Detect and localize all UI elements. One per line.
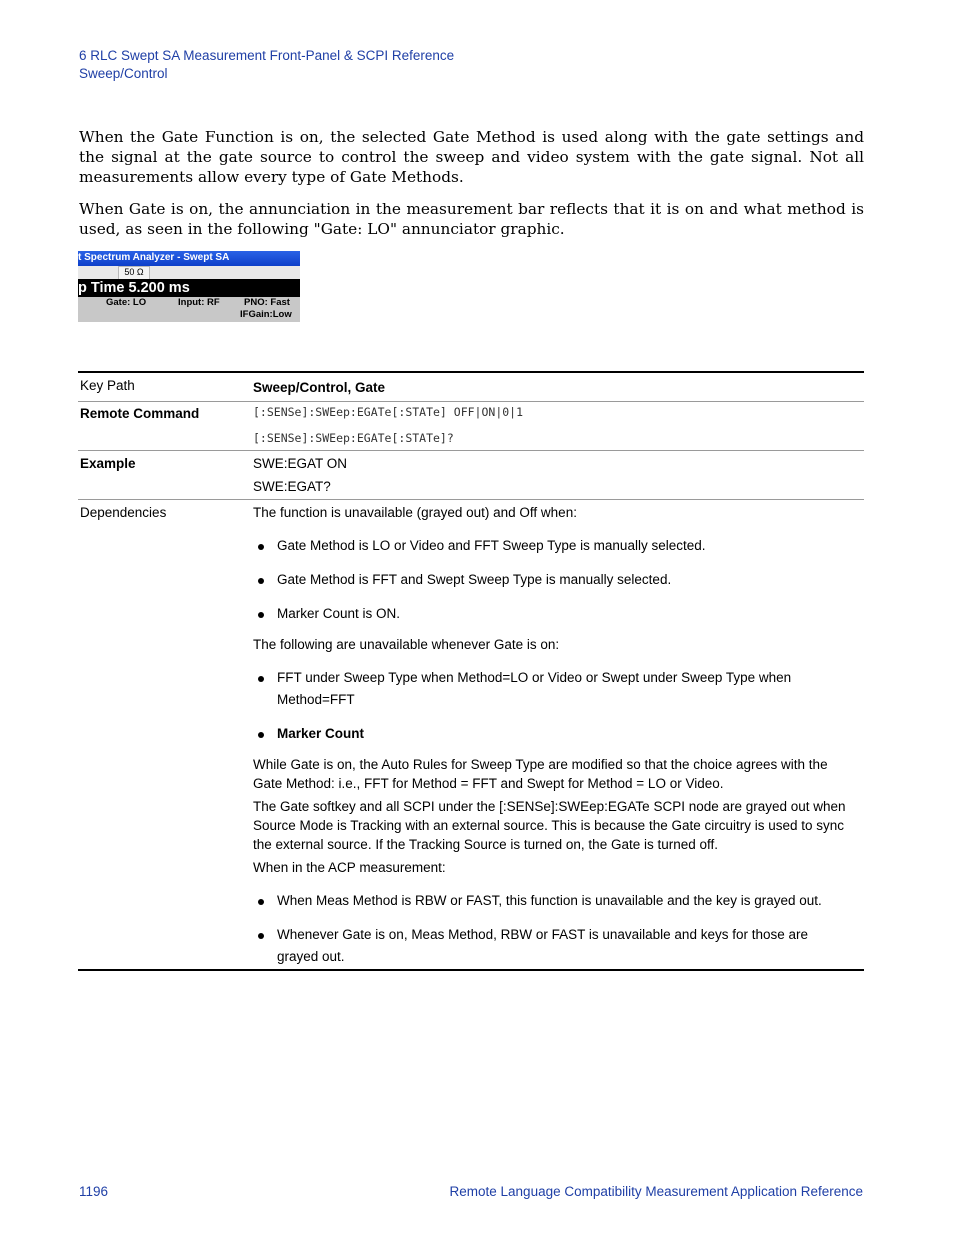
table-top-rule [78, 371, 864, 373]
annunciator-impedance-row [78, 266, 300, 279]
bullet-icon [258, 676, 264, 682]
table-row-divider [78, 450, 864, 451]
dependencies-auto-rules: While Gate is on, the Auto Rules for Sweep Type are modified so that the choice agrees with the Gate Method: i.e., FFT for Method = FFT and Swept for Method = LO or Video. [253, 757, 828, 791]
remote-command-label: Remote Command [80, 406, 200, 421]
dependencies-label: Dependencies [80, 505, 167, 520]
intro-paragraph-2: When Gate is on, the annunciation in the measurement bar reflects that it is on and what method is used, as seen in the following "Gate: LO" annunciator graphic. [79, 200, 864, 238]
table-row-divider [78, 401, 864, 402]
dependency-item: Gate Method is LO or Video and FFT Sweep Type is manually selected. [277, 538, 706, 553]
section-header: Sweep/Control [79, 66, 168, 81]
annunciator-title-bar: t Spectrum Analyzer - Swept SA [78, 251, 300, 266]
remote-command-set: [:SENSe]:SWEep:EGATe[:STATe] OFF|ON|0|1 [253, 405, 524, 419]
bullet-icon [258, 933, 264, 939]
bullet-icon [258, 578, 264, 584]
document-title: Remote Language Compatibility Measurement Application Reference [449, 1184, 863, 1199]
input-annunciator: Input: RF [178, 297, 220, 308]
dependencies-softkey-note: The Gate softkey and all SCPI under the [:SENSe]:SWEep:EGATe SCPI node are grayed out when Source Mode is Tracking with an external source. This is because the Gate circuitry is used to sync the external source. If the Tracking Source is turned on, the Gate is turned off. [253, 799, 846, 852]
acp-item: When Meas Method is RBW or FAST, this function is unavailable and the key is grayed out. [277, 893, 822, 908]
bullet-icon [258, 544, 264, 550]
dependencies-intro: The function is unavailable (grayed out) and Off when: [253, 505, 577, 520]
gate-annunciator: Gate: LO [106, 297, 147, 308]
dependency-item-marker-count: Marker Count [277, 726, 365, 741]
bullet-icon [258, 732, 264, 738]
dependency-item-fft-line2: Method=FFT [277, 692, 355, 707]
remote-command-query: [:SENSe]:SWEep:EGATe[:STATe]? [253, 431, 454, 445]
table-row-divider [78, 499, 864, 500]
example-query: SWE:EGAT? [253, 479, 331, 494]
key-path-label: Key Path [80, 378, 135, 393]
dependency-item: Gate Method is FFT and Swept Sweep Type is manually selected. [277, 572, 672, 587]
bullet-icon [258, 899, 264, 905]
dependencies-following: The following are unavailable whenever Gate is on: [253, 637, 560, 652]
dependency-item: Marker Count is ON. [277, 606, 401, 621]
acp-item-line2: grayed out. [277, 949, 345, 964]
page-number: 1196 [79, 1184, 109, 1199]
ifgain-annunciator: IFGain:Low [240, 309, 292, 320]
sweep-time-readout: p Time 5.200 ms [78, 280, 190, 296]
dependency-item-fft-line1: FFT under Sweep Type when Method=LO or Video or Swept under Sweep Type when [277, 670, 792, 685]
example-label: Example [80, 456, 136, 471]
bullet-icon [258, 612, 264, 618]
chapter-header: 6 RLC Swept SA Measurement Front-Panel & SCPI Reference [79, 48, 455, 63]
dependencies-acp: When in the ACP measurement: [253, 860, 446, 875]
acp-item-line1: Whenever Gate is on, Meas Method, RBW or FAST is unavailable and keys for those are [277, 927, 809, 942]
table-bottom-rule [78, 969, 864, 971]
intro-paragraph-1: When the Gate Function is on, the selected Gate Method is used along with the gate settings and the signal at the gate source to control the sweep and video system with the gate signal. Not all measurements allow every type of Gate Methods. [79, 128, 864, 186]
pno-annunciator: PNO: Fast [244, 297, 290, 308]
key-path-value: Sweep/Control, Gate [253, 380, 386, 395]
example-set: SWE:EGAT ON [253, 456, 348, 471]
impedance-indicator: 50 Ω [118, 266, 150, 280]
gate-annunciator-graphic [78, 251, 300, 322]
annunciator-status-strip [78, 297, 300, 322]
